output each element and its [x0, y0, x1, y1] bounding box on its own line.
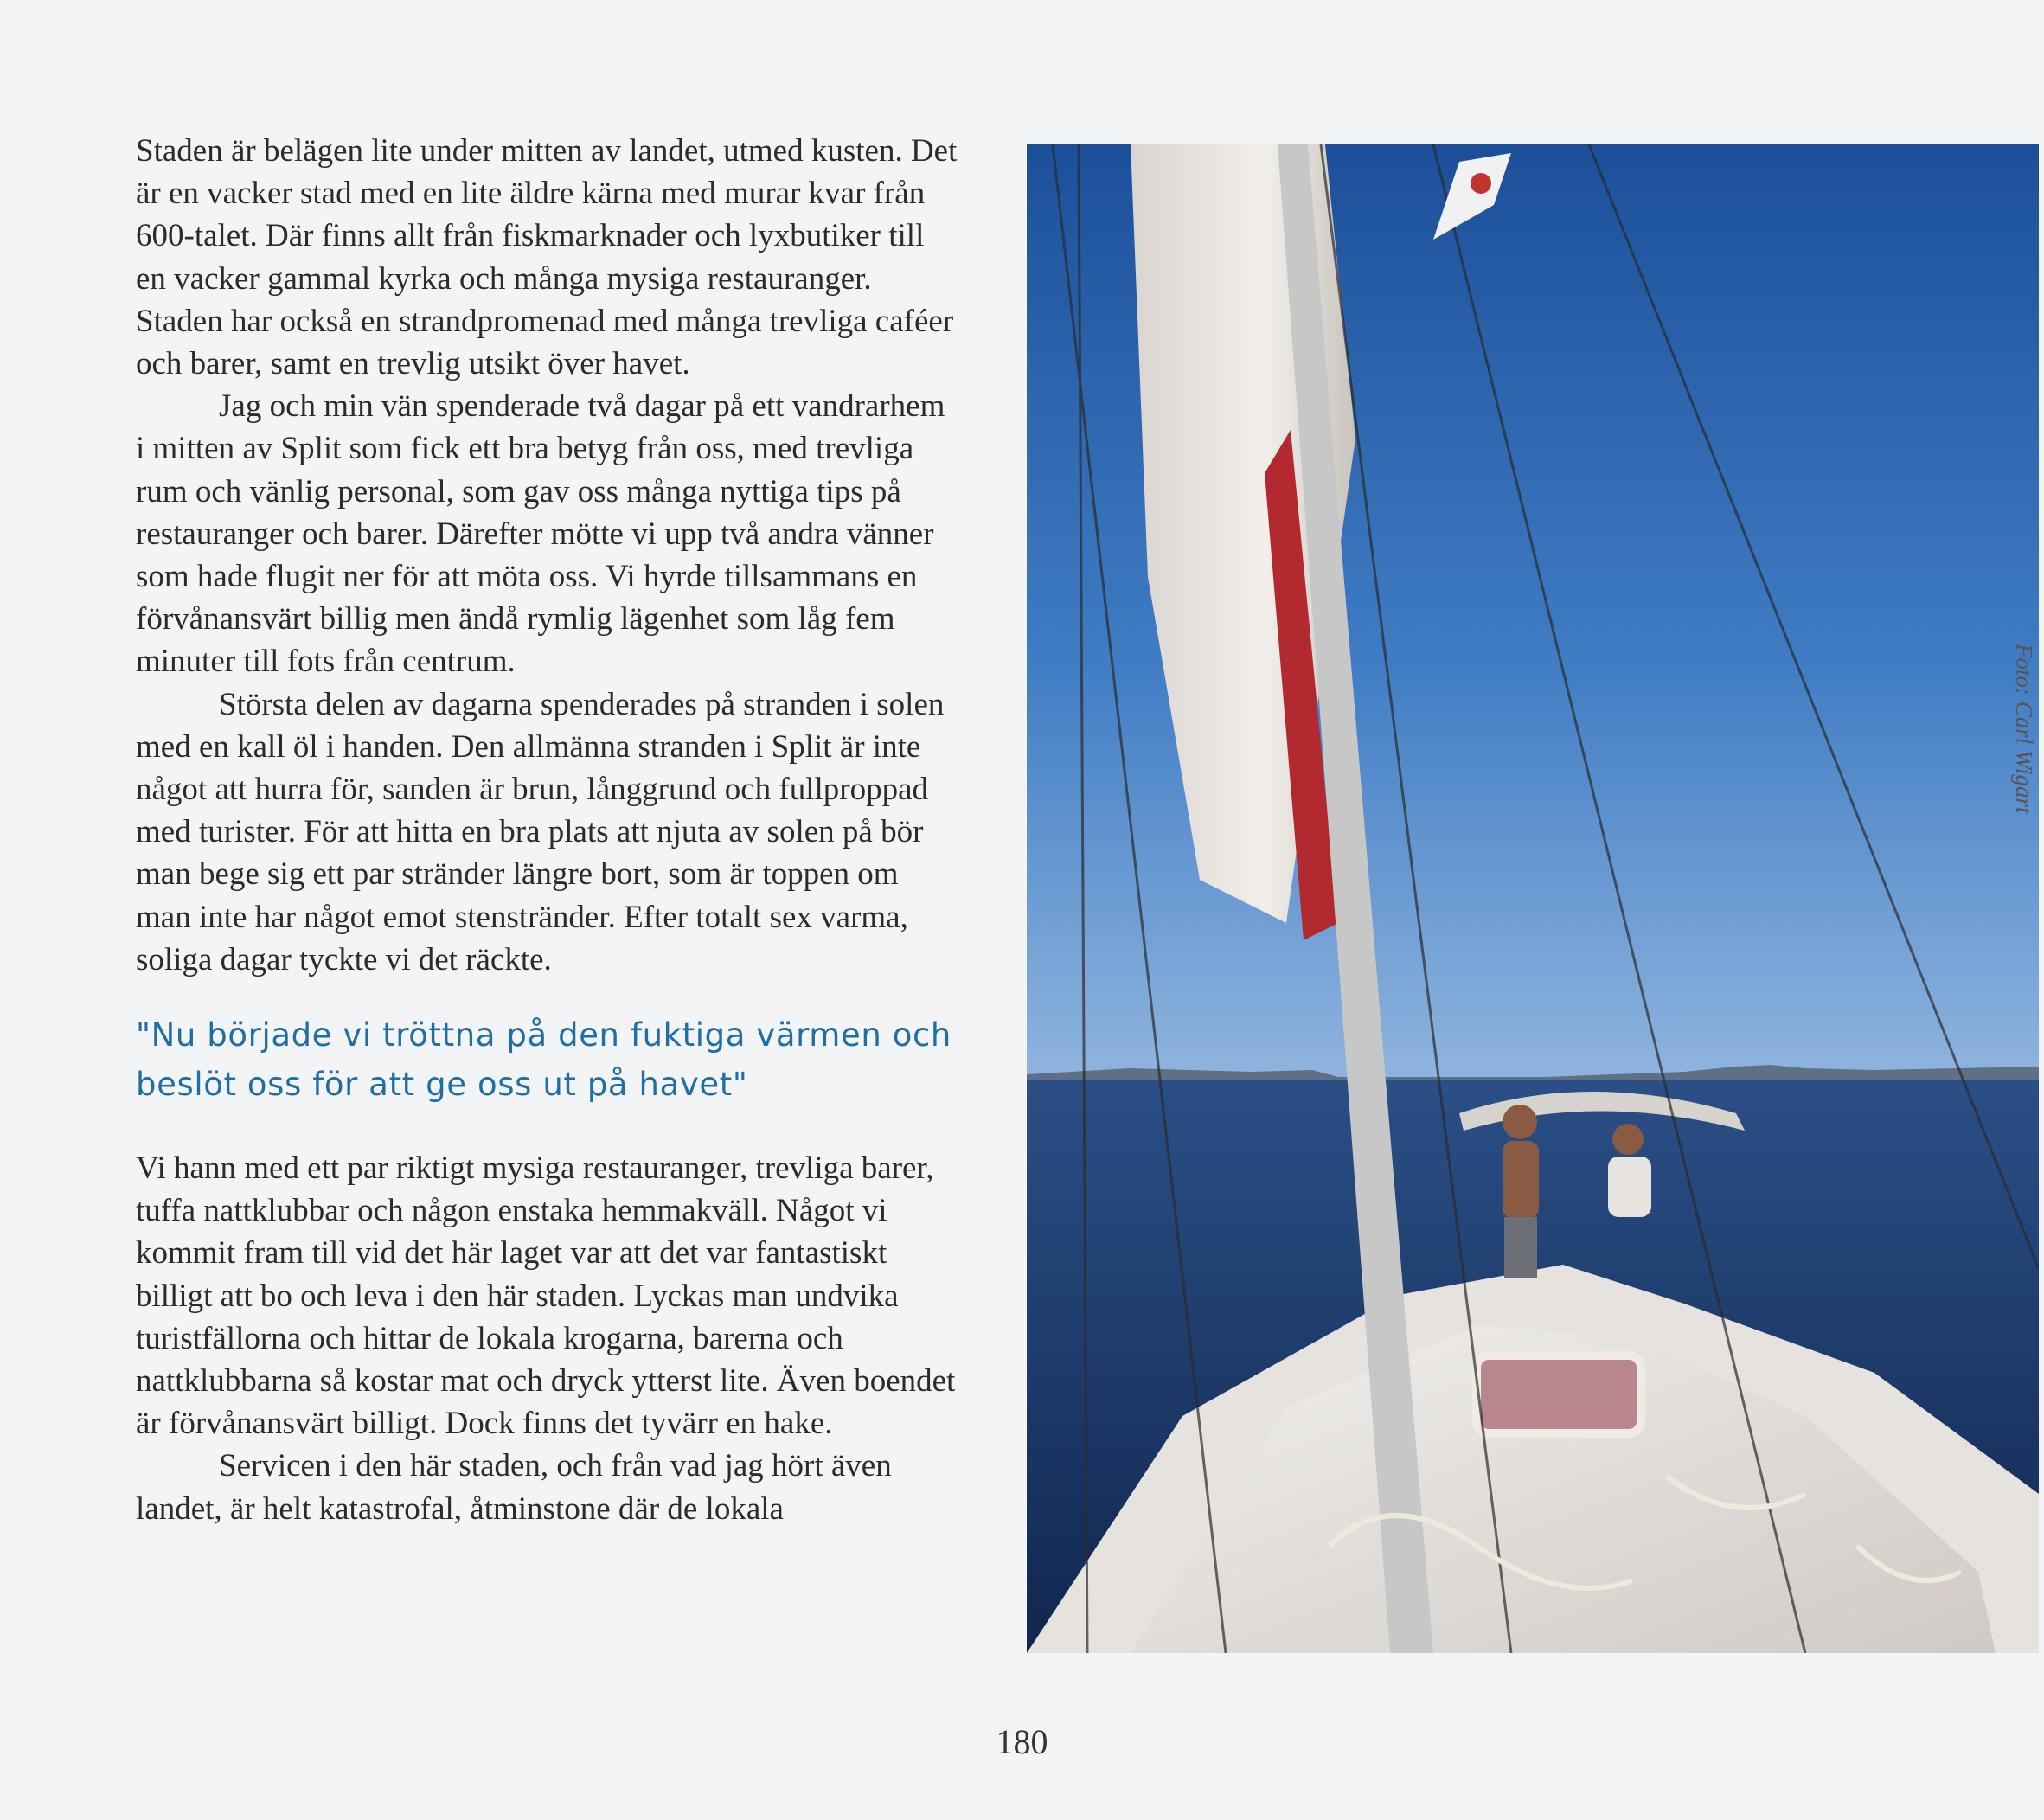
- page-number: 180: [996, 1722, 1048, 1761]
- paragraph-2: Jag och min vän spenderade två dagar på ett vandrarhem i mitten av Split som fick ett bra betyg från oss, med trevliga rum och vänlig personal, som gav oss många nyttiga tips på restauranger och barer. Därefter mötte vi upp två andra vänner som hade flugit ner för att möta oss. Vi hyrde tillsammans en förvånansvärt billig men ändå rymlig lägenhet som låg fem minuter till fots från centrum.: [136, 388, 945, 680]
- paragraph-1: Staden är belägen lite under mitten av landet, utmed kusten. Det är en vacker stad med en lite äldre kärna med murar kvar från 600-talet. Där finns allt från fiskmarknader och lyxbutiker till en vacker gammal kyrka och många mysiga restauranger. Staden har också en strandpromenad med många trevliga caféer och barer, samt en trevlig utsikt över havet.: [136, 133, 958, 382]
- paragraph-5: Servicen i den här staden, och från vad jag hört även landet, är helt katastrofal, åtminstone där de lokala: [136, 1448, 892, 1527]
- paragraph-3: Största delen av dagarna spenderades på stranden i solen med en kall öl i handen. Den allmänna stranden i Split är inte något att hurra för, sanden är brun, långgrund och fullproppad med turister. För att hitta en bra plats att njuta av solen på bör man bege sig ett par stränder längre bort, som är toppen om man inte har något emot stenstränder. Efter totalt sex varma, soliga dagar tyckte vi det räckte.: [136, 686, 945, 977]
- sailboat-photo: [1027, 144, 2039, 1653]
- sailboat-illustration: [1027, 144, 2039, 1653]
- hatch: [1477, 1355, 1641, 1433]
- pull-quote: "Nu började vi tröttna på den fuktiga värmen och beslöt oss för att ge oss ut på havet": [136, 1016, 952, 1104]
- article-text-column: [136, 130, 958, 1530]
- flag-emblem: [1471, 173, 1491, 194]
- paragraph-4: Vi hann med ett par riktigt mysiga restauranger, trevliga barer, tuffa nattklubbar och någon enstaka hemmakväll. Något vi kommit fram till vid det här laget var att det var fantastiskt billigt att bo och leva i den här staden. Lyckas man undvika turistfällorna och hittar de lokala krogarna, barerna och nattklubbarna så kostar mat och dryck ytterst lite. Även boendet är förvånansvärt billigt. Dock finns det tyvärr en hake.: [136, 1150, 956, 1442]
- photo-credit: Foto: Carl Wigart: [2011, 644, 2037, 814]
